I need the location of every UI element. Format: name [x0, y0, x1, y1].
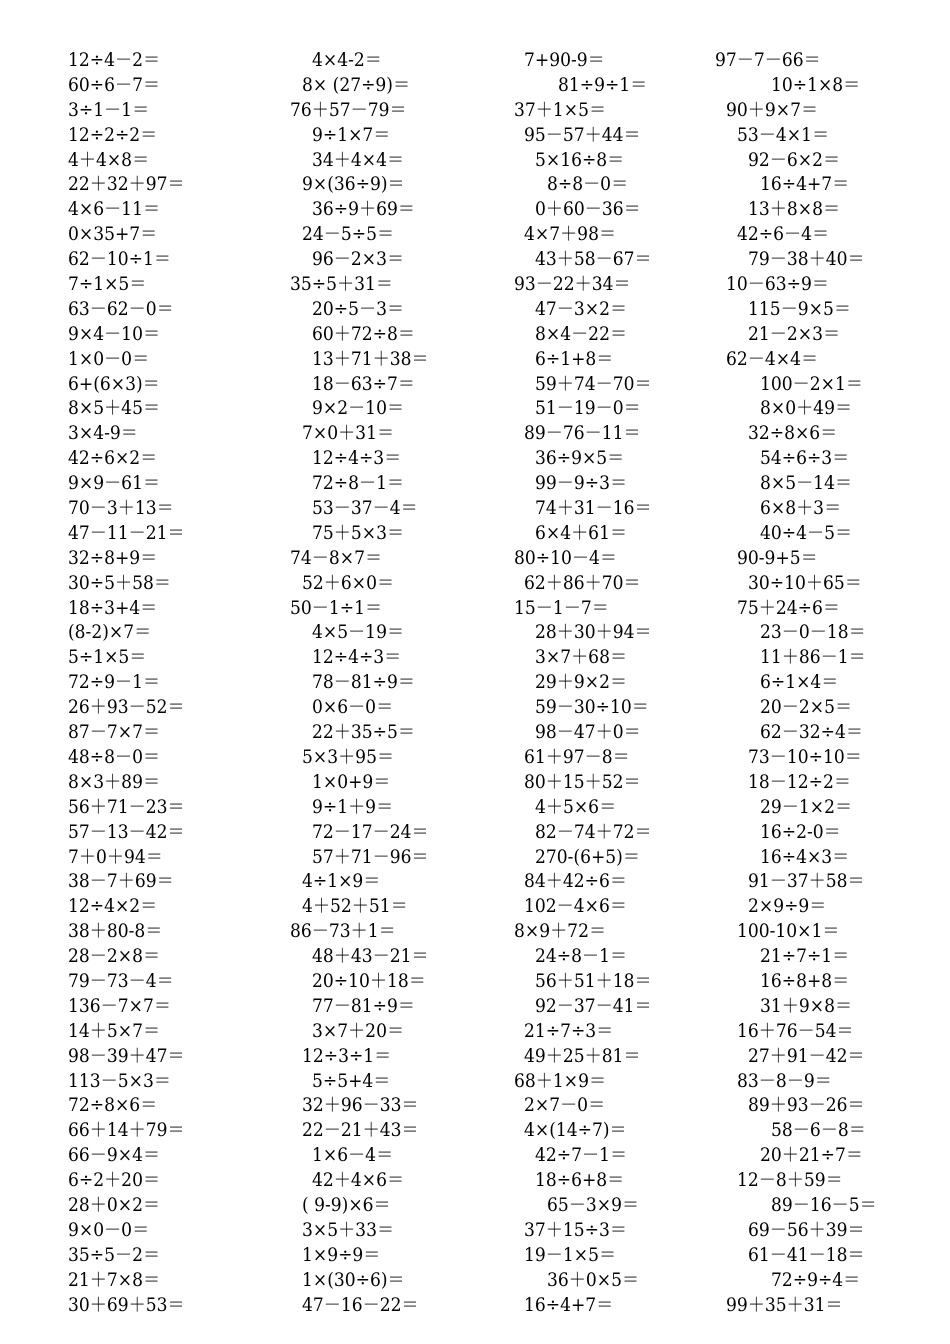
math-problem: 0×6－0＝	[312, 696, 394, 719]
math-problem: (8-2)×7＝	[68, 621, 152, 644]
math-problem: 4×(14÷7)＝	[524, 1119, 627, 1142]
math-problem: 3×7＋68＝	[535, 646, 628, 669]
math-problem: 99＋35＋31＝	[726, 1293, 843, 1316]
math-problem: 83－8－9＝	[737, 1069, 832, 1092]
math-problem: 1×0－0＝	[68, 347, 150, 370]
problem-row	[0, 969, 950, 994]
math-problem: 8×4－22＝	[535, 322, 628, 345]
problem-row	[0, 1044, 950, 1069]
math-problem: 23－0－18＝	[760, 621, 866, 644]
problem-row	[0, 1019, 950, 1044]
math-problem: 21－2×3＝	[748, 322, 841, 345]
math-problem: 3÷1－1＝	[68, 98, 150, 121]
math-problem: 20÷5－3＝	[312, 297, 405, 320]
math-problem: 102－4×6＝	[524, 895, 627, 918]
problem-row	[0, 98, 950, 123]
math-problem: 79－38＋40＝	[748, 248, 865, 271]
math-problem: 62＋86＋70＝	[524, 571, 641, 594]
math-problem: 6÷1+8＝	[535, 347, 614, 370]
problem-row	[0, 1268, 950, 1293]
math-problem: 77－81÷9＝	[312, 994, 415, 1017]
math-problem: 69－56＋39＝	[748, 1218, 865, 1241]
math-problem: 6÷2＋20＝	[68, 1169, 161, 1192]
problem-row	[0, 1293, 950, 1318]
math-problem: 12÷4－2＝	[68, 49, 161, 71]
math-problem: 20＋21÷7＝	[760, 1144, 863, 1167]
math-problem: 89－16－5＝	[771, 1193, 877, 1216]
problem-row	[0, 670, 950, 695]
math-problem: 96－2×3＝	[312, 248, 405, 271]
math-problem: 20－2×5＝	[760, 696, 853, 719]
math-problem: 4×4-2＝	[312, 49, 382, 71]
math-problem: 42＋4×6＝	[312, 1169, 405, 1192]
math-problem: 35÷5－2＝	[68, 1243, 161, 1266]
math-problem: 5×3＋95＝	[302, 745, 395, 768]
math-problem: 2×9÷9＝	[748, 895, 827, 918]
math-problem: 18－12÷2＝	[748, 770, 851, 793]
math-problem: 7÷1×5＝	[68, 273, 147, 296]
math-problem: 82－74＋72＝	[535, 820, 652, 843]
math-problem: 38＋80-8＝	[68, 920, 163, 943]
math-problem: 13＋71＋38＝	[312, 347, 429, 370]
math-problem: 13＋8×8＝	[748, 198, 841, 221]
math-problem: 30÷10＋65＝	[748, 571, 862, 594]
math-problem: 113－5×3＝	[68, 1069, 171, 1092]
problem-row	[0, 944, 950, 969]
problem-row	[0, 845, 950, 870]
problem-row	[0, 745, 950, 770]
math-problem: 12÷3÷1＝	[302, 1044, 392, 1067]
math-problem: 56＋71－23＝	[68, 795, 185, 818]
math-problem: 59－30÷10＝	[535, 696, 649, 719]
problem-row	[0, 994, 950, 1019]
math-problem: 18÷6+8＝	[535, 1169, 625, 1192]
problem-row	[0, 347, 950, 372]
problem-row	[0, 645, 950, 670]
math-problem: 40÷4－5＝	[760, 521, 853, 544]
math-problem: 42÷7－1＝	[535, 1144, 628, 1167]
math-problem: 51－19－0＝	[535, 397, 641, 420]
math-problem: 10－63÷9＝	[726, 273, 829, 296]
math-problem: 16÷4+7＝	[760, 173, 850, 196]
math-problem: 53－37－4＝	[312, 497, 418, 520]
math-problem: 50－1÷1＝	[290, 596, 383, 619]
math-problem: 22－21＋43＝	[302, 1119, 419, 1142]
problem-row	[0, 770, 950, 795]
problem-row	[0, 546, 950, 571]
problem-row	[0, 596, 950, 621]
math-problem: 72÷8×6＝	[68, 1094, 158, 1117]
math-problem: 1×9÷9＝	[302, 1243, 381, 1266]
math-problem: 29＋9×2＝	[535, 671, 628, 694]
problem-row	[0, 421, 950, 446]
math-problem: 80＋15＋52＝	[524, 770, 641, 793]
math-problem: 5÷5+4＝	[312, 1069, 391, 1092]
math-problem: 28－2×8＝	[68, 945, 161, 968]
math-problem: 4＋4×8＝	[68, 148, 150, 171]
math-problem: 70－3＋13＝	[68, 497, 174, 520]
math-problem: 15－1－7＝	[514, 596, 609, 619]
math-problem: 270-(6+5)＝	[535, 845, 640, 868]
problem-row	[0, 446, 950, 471]
problem-row	[0, 322, 950, 347]
math-problem: 6×4＋61＝	[535, 521, 628, 544]
problem-row	[0, 222, 950, 247]
math-problem: 9÷1＋9＝	[312, 795, 394, 818]
math-problem: 32＋96－33＝	[302, 1094, 419, 1117]
problem-row	[0, 197, 950, 222]
math-problem: 3×7＋20＝	[312, 1019, 405, 1042]
math-problem: 92－37－41＝	[535, 994, 652, 1017]
math-problem: 30÷5＋58＝	[68, 571, 171, 594]
math-problem: 36＋0×5＝	[547, 1268, 640, 1291]
math-problem: 7＋0＋94＝	[68, 845, 163, 868]
math-problem: 90＋9×7＝	[726, 98, 819, 121]
math-problem: 99－9÷3＝	[535, 472, 628, 495]
math-problem: 2×7－0＝	[524, 1094, 606, 1117]
math-problem: 89－76－11＝	[524, 422, 641, 445]
math-problem: 136－7×7＝	[68, 994, 171, 1017]
problem-row	[0, 1243, 950, 1268]
math-problem: 97－7－66＝	[715, 49, 821, 71]
math-problem: 6×8＋3＝	[760, 497, 842, 520]
math-problem: 18÷3+4＝	[68, 596, 158, 619]
math-problem: 72－17－24＝	[312, 820, 429, 843]
math-problem: 84＋42÷6＝	[524, 870, 627, 893]
math-problem: 4×5－19＝	[312, 621, 405, 644]
problem-row	[0, 521, 950, 546]
math-problem: 74－8×7＝	[290, 546, 383, 569]
math-problem: 76＋57－79＝	[290, 98, 407, 121]
math-problem: 5÷1×5＝	[68, 646, 147, 669]
math-problem: 16÷2-0＝	[760, 820, 841, 843]
math-problem: 32÷8+9＝	[68, 546, 158, 569]
math-problem: 100-10×1＝	[737, 920, 840, 943]
math-problem: 47－3×2＝	[535, 297, 628, 320]
math-problem: 89＋93－26＝	[748, 1094, 865, 1117]
math-problem: 47－11－21＝	[68, 521, 185, 544]
problem-row	[0, 720, 950, 745]
math-problem: 12÷2÷2＝	[68, 123, 158, 146]
math-problem: 1×(30÷6)＝	[302, 1268, 405, 1291]
math-problem: 93－22＋34＝	[514, 273, 631, 296]
math-problem: 81÷9÷1＝	[558, 73, 648, 96]
math-problem: 22＋35÷5＝	[312, 721, 415, 744]
problem-row	[0, 620, 950, 645]
math-problem: 52＋6×0＝	[302, 571, 395, 594]
math-problem: 72÷9－1＝	[68, 671, 161, 694]
math-problem: 75＋24÷6＝	[737, 596, 840, 619]
math-problem: 21＋7×8＝	[68, 1268, 161, 1291]
math-problem: 66＋14＋79＝	[68, 1119, 185, 1142]
math-problem: 16÷8+8＝	[760, 969, 850, 992]
math-problem: 12÷4×2＝	[68, 895, 158, 918]
math-problem: 9÷1×7＝	[312, 123, 391, 146]
math-problem: 26＋93－52＝	[68, 696, 185, 719]
math-problem: 9×4－10＝	[68, 322, 161, 345]
math-problem: 9×0－0＝	[68, 1218, 150, 1241]
problem-row	[0, 1193, 950, 1218]
math-problem: 1×6－4＝	[312, 1144, 394, 1167]
problem-row	[0, 272, 950, 297]
math-problem: 27＋91－42＝	[748, 1044, 865, 1067]
math-problem: 42÷6－4＝	[737, 223, 830, 246]
math-problem: 14＋5×7＝	[68, 1019, 161, 1042]
problem-row	[0, 571, 950, 596]
math-problem: 37＋15÷3＝	[524, 1218, 627, 1241]
problem-row	[0, 894, 950, 919]
math-problem: 12－8＋59＝	[737, 1169, 843, 1192]
math-problem: 34＋4×4＝	[312, 148, 405, 171]
math-problem: 73－10÷10＝	[748, 745, 862, 768]
math-problem: 30＋69＋53＝	[68, 1293, 185, 1316]
math-problem: 42÷6×2＝	[68, 447, 158, 470]
math-problem: 58－6－8＝	[771, 1119, 866, 1142]
math-problem: 65－3×9＝	[547, 1193, 640, 1216]
math-problem: 61＋97－8＝	[524, 745, 630, 768]
math-problem: 78－81÷9＝	[312, 671, 415, 694]
math-problem: 6+(6×3)＝	[68, 372, 160, 395]
problem-row	[0, 73, 950, 98]
problem-row	[0, 1069, 950, 1094]
problem-row	[0, 1168, 950, 1193]
problem-row	[0, 695, 950, 720]
math-problem: ( 9-9)×6＝	[302, 1193, 391, 1216]
math-problem: 92－6×2＝	[748, 148, 841, 171]
math-problem: 31＋9×8＝	[760, 994, 853, 1017]
math-problem: 72÷8－1＝	[312, 472, 405, 495]
math-problem: 19－1×5＝	[524, 1243, 617, 1266]
math-problem: 16＋76－54＝	[737, 1019, 854, 1042]
problem-row	[0, 820, 950, 845]
math-problem: 9×2－10＝	[312, 397, 405, 420]
math-problem: 16÷4×3＝	[760, 845, 850, 868]
math-problem: 4＋5×6＝	[535, 795, 617, 818]
math-problem: 4×7＋98＝	[524, 223, 617, 246]
problem-row	[0, 1218, 950, 1243]
math-problem: 22＋32＋97＝	[68, 173, 185, 196]
problem-row	[0, 247, 950, 272]
math-problem: 9×(36÷9)＝	[302, 173, 405, 196]
problem-row	[0, 396, 950, 421]
math-problem: 12÷4÷3＝	[312, 447, 402, 470]
math-problem: 38－7＋69＝	[68, 870, 174, 893]
problem-row	[0, 471, 950, 496]
math-problem: 48÷8－0＝	[68, 745, 161, 768]
math-problem: 3×4-9＝	[68, 422, 138, 445]
problem-row	[0, 123, 950, 148]
math-problem: 91－37＋58＝	[748, 870, 865, 893]
math-problem: 18－63÷7＝	[312, 372, 415, 395]
math-problem: 0×35+7＝	[68, 223, 158, 246]
math-problem: 54÷6÷3＝	[760, 447, 850, 470]
math-problem: 3×5＋33＝	[302, 1218, 395, 1241]
math-problem: 36÷9×5＝	[535, 447, 625, 470]
math-problem: 80÷10－4＝	[514, 546, 617, 569]
math-problem: 56＋51＋18＝	[535, 969, 652, 992]
math-problem: 62－32÷4＝	[760, 721, 863, 744]
math-problem: 28＋0×2＝	[68, 1193, 161, 1216]
math-problem: 8÷8－0＝	[547, 173, 629, 196]
math-problem: 57－13－42＝	[68, 820, 185, 843]
math-problem: 8×3＋89＝	[68, 770, 161, 793]
math-problem: 62－10÷1＝	[68, 248, 171, 271]
math-problem: 0＋60－36＝	[535, 198, 641, 221]
math-problem: 62－4×4＝	[726, 347, 819, 370]
math-problem: 74＋31－16＝	[535, 497, 652, 520]
math-problem: 24－5÷5＝	[302, 223, 395, 246]
math-problem: 43＋58－67＝	[535, 248, 652, 271]
math-problem: 36÷9＋69＝	[312, 198, 415, 221]
math-problem: 63－62－0＝	[68, 297, 174, 320]
math-problem: 20÷10＋18＝	[312, 969, 426, 992]
problem-row	[0, 172, 950, 197]
math-problem: 6÷1×4＝	[760, 671, 839, 694]
math-problem: 7+90-9＝	[524, 49, 605, 71]
math-problem: 35÷5＋31＝	[290, 273, 393, 296]
math-problem: 16÷4+7＝	[524, 1293, 614, 1316]
math-problem: 32÷8×6＝	[748, 422, 838, 445]
math-problem: 49＋25＋81＝	[524, 1044, 641, 1067]
math-problem: 5×16÷8＝	[535, 148, 625, 171]
math-problem: 12÷4÷3＝	[312, 646, 402, 669]
math-problem: 8×5－14＝	[760, 472, 853, 495]
math-problem: 53－4×1＝	[737, 123, 830, 146]
math-problem: 48＋43－21＝	[312, 945, 429, 968]
problem-row	[0, 795, 950, 820]
math-problem: 95－57＋44＝	[524, 123, 641, 146]
math-problem: 100－2×1＝	[760, 372, 863, 395]
problem-row	[0, 148, 950, 173]
math-problem: 29－1×2＝	[760, 795, 853, 818]
problem-row	[0, 372, 950, 397]
math-problem: 4÷1×9＝	[302, 870, 381, 893]
math-problem: 11＋86－1＝	[760, 646, 866, 669]
math-problem: 8×0＋49＝	[760, 397, 853, 420]
math-problem: 8× (27÷9)＝	[302, 73, 411, 96]
problem-row	[0, 869, 950, 894]
math-problem: 72÷9÷4＝	[771, 1268, 861, 1291]
math-problem: 21÷7÷1＝	[760, 945, 850, 968]
math-problem: 59＋74－70＝	[535, 372, 652, 395]
math-problem: 24÷8－1＝	[535, 945, 628, 968]
math-problem: 1×0+9＝	[312, 770, 391, 793]
problem-row	[0, 496, 950, 521]
math-problem: 79－73－4＝	[68, 969, 174, 992]
math-problem: 8×5＋45＝	[68, 397, 161, 420]
math-problem: 9×9－61＝	[68, 472, 161, 495]
problem-row	[0, 1118, 950, 1143]
math-problem: 115－9×5＝	[748, 297, 851, 320]
math-problem: 68＋1×9＝	[514, 1069, 607, 1092]
math-problem: 98－47＋0＝	[535, 721, 641, 744]
math-problem: 90-9+5＝	[737, 546, 818, 569]
math-problem: 7×0＋31＝	[302, 422, 395, 445]
math-problem: 37＋1×5＝	[514, 98, 607, 121]
math-problem: 66－9×4＝	[68, 1144, 161, 1167]
math-problem: 47－16－22＝	[302, 1293, 419, 1316]
math-problem: 86－73＋1＝	[290, 920, 396, 943]
math-problem: 57＋71－96＝	[312, 845, 429, 868]
math-problem: 28＋30＋94＝	[535, 621, 652, 644]
arithmetic-worksheet	[0, 48, 950, 1317]
math-problem: 8×9＋72＝	[514, 920, 607, 943]
problem-row	[0, 1143, 950, 1168]
math-problem: 87－7×7＝	[68, 721, 161, 744]
math-problem: 98－39＋47＝	[68, 1044, 185, 1067]
math-problem: 61－41－18＝	[748, 1243, 865, 1266]
math-problem: 4＋52＋51＝	[302, 895, 408, 918]
math-problem: 75＋5×3＝	[312, 521, 405, 544]
math-problem: 21÷7÷3＝	[524, 1019, 614, 1042]
math-problem: 4×6－11＝	[68, 198, 161, 221]
math-problem: 60÷6－7＝	[68, 73, 161, 96]
problem-row	[0, 1093, 950, 1118]
problem-row	[0, 919, 950, 944]
problem-row	[0, 297, 950, 322]
math-problem: 10÷1×8＝	[771, 73, 861, 96]
problem-row	[0, 48, 950, 73]
math-problem: 60＋72÷8＝	[312, 322, 415, 345]
